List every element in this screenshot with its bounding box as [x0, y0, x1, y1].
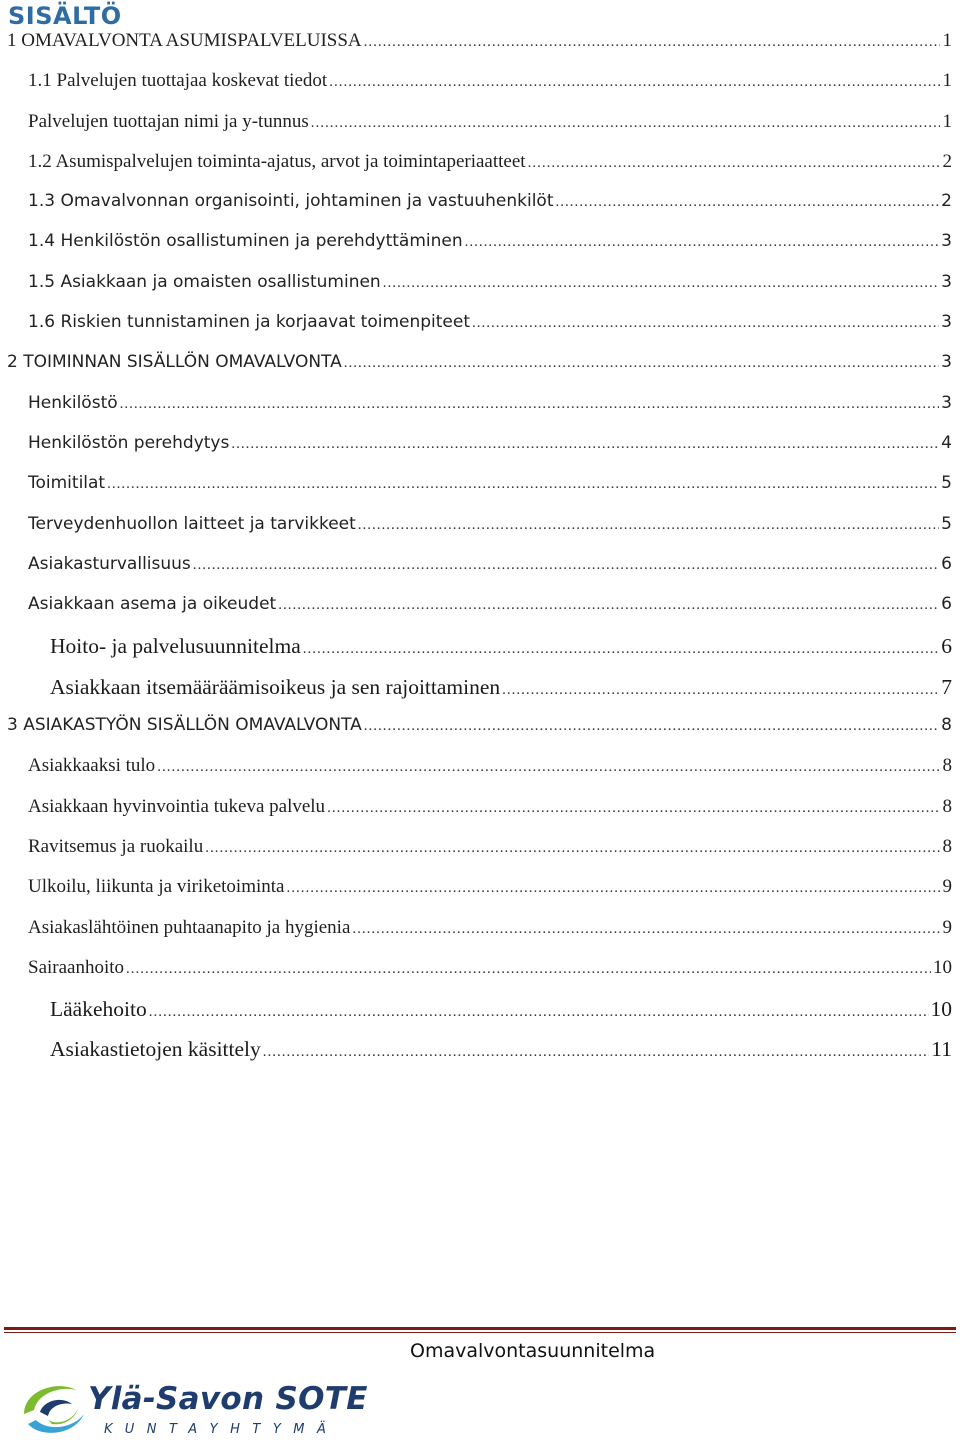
toc-entry-palvelujen-tuottajaa[interactable]: [0, 70, 960, 110]
toc-entry-label: 3 ASIAKASTYÖN SISÄLLÖN OMAVALVONTA: [7, 715, 362, 736]
toc-entry-tuottajan-nimi[interactable]: [0, 111, 960, 151]
footer-divider-thin: [4, 1332, 956, 1333]
toc-page-number: 6: [941, 594, 952, 615]
toc-page-number: 2: [941, 191, 952, 212]
toc-entry-asiakastyon-sisallon-omavalvonta[interactable]: [0, 715, 960, 755]
dot-leader: [193, 558, 939, 573]
dot-leader: [205, 841, 940, 856]
toc-entry-label: Asiakaslähtöinen puhtaanapito ja hygienia: [28, 916, 351, 938]
toc-page-number: 5: [941, 473, 952, 494]
toc-page-number: 1: [942, 70, 952, 92]
toc-entry-terveydenhuollon-laitteet[interactable]: [0, 514, 960, 554]
toc-page-number: 1: [942, 110, 952, 132]
dot-leader: [383, 276, 939, 291]
toc-entry-label: 1.6 Riskien tunnistaminen ja korjaavat toimenpiteet: [28, 312, 471, 333]
toc-entry-hyvinvointia-tukeva-palvelu[interactable]: [0, 796, 960, 836]
toc-entry-label: Ulkoilu, liikunta ja viriketoiminta: [28, 876, 285, 898]
toc-entry-label: Lääkehoito: [50, 997, 147, 1022]
toc-page-number: 5: [941, 513, 952, 534]
toc-entry-label: Ravitsemus ja ruokailu: [28, 835, 204, 857]
toc-entry-label: Sairaanhoito: [28, 956, 125, 978]
toc-entry-toiminnan-sisallon-omavalvonta[interactable]: [0, 352, 960, 392]
toc-entry-asiakastietojen-kasittely[interactable]: [0, 1037, 960, 1077]
toc-entry-label: 1.2 Asumispalvelujen toiminta-ajatus, arvot ja toimintaperiaatteet: [28, 150, 526, 172]
dot-leader: [107, 477, 939, 492]
toc-entry-asiakasturvallisuus[interactable]: [0, 554, 960, 594]
dot-leader: [311, 116, 940, 131]
toc-page-number: 6: [941, 553, 952, 574]
toc-entry-sairaanhoito[interactable]: [0, 957, 960, 997]
toc-page-number: 8: [942, 795, 952, 817]
toc-entry-toimitilat[interactable]: [0, 473, 960, 513]
dot-leader: [278, 598, 939, 613]
toc-entry-laakehoito[interactable]: [0, 997, 960, 1037]
toc-entry-organisointi[interactable]: [0, 191, 960, 231]
footer-divider: [4, 1327, 956, 1330]
toc-page-number: 8: [942, 835, 952, 857]
logo-subtitle: KUNTAYHTYMÄ: [104, 1422, 339, 1437]
toc-entry-asiakkaaksi-tulo[interactable]: [0, 755, 960, 795]
logo-name: Ylä-Savon SOTE: [88, 1381, 368, 1417]
toc-page-number: 3: [941, 231, 952, 252]
dot-leader: [157, 760, 940, 775]
toc-entry-label: Henkilöstön perehdytys: [28, 432, 230, 453]
toc-entry-ravitsemus[interactable]: [0, 836, 960, 876]
toc-page-number: 1: [942, 30, 952, 51]
toc-page-number: 10: [930, 997, 952, 1022]
toc-page-number: 3: [941, 352, 952, 373]
toc-entry-itsemaaraamisoikeus[interactable]: [0, 675, 960, 715]
dot-leader: [231, 437, 939, 452]
dot-leader: [502, 683, 939, 698]
dot-leader: [364, 35, 940, 50]
toc-entry-label: 1.4 Henkilöstön osallistuminen ja perehdyttäminen: [28, 231, 463, 252]
toc-page-number: 2: [942, 150, 952, 172]
toc-page-number: 9: [942, 916, 952, 938]
footer-document-name: Omavalvontasuunnitelma: [410, 1340, 656, 1362]
dot-leader: [556, 195, 940, 210]
toc-entry-label: 2 TOIMINNAN SISÄLLÖN OMAVALVONTA: [7, 352, 342, 373]
dot-leader: [286, 881, 940, 896]
toc-entry-label: 1.3 Omavalvonnan organisointi, johtaminen ja vastuuhenkilöt: [28, 191, 554, 212]
toc-entry-label: Hoito- ja palvelusuunnitelma: [50, 634, 301, 659]
toc-entry-asiakkaan-osallistuminen[interactable]: [0, 272, 960, 312]
dot-leader: [364, 719, 939, 734]
toc-title: SISÄLTÖ: [8, 2, 122, 30]
toc-page-number: 9: [942, 876, 952, 898]
dot-leader: [344, 356, 939, 371]
toc-page-number: 6: [941, 634, 952, 659]
dot-leader: [120, 397, 940, 412]
toc-page-number: 4: [941, 432, 952, 453]
toc-entry-henkiloston-perehdytys[interactable]: [0, 433, 960, 473]
toc-entry-puhtaanapito[interactable]: [0, 917, 960, 957]
dot-leader: [327, 801, 940, 816]
toc-entry-label: Asiakkaan hyvinvointia tukeva palvelu: [28, 795, 326, 817]
toc-entry-label: Henkilöstö: [28, 392, 118, 413]
toc-entry-asiakkaan-asema[interactable]: [0, 594, 960, 634]
toc-page-number: 3: [941, 392, 952, 413]
toc-page-number: 3: [941, 312, 952, 333]
toc-entry-henkilosto[interactable]: [0, 393, 960, 433]
toc-page-number: 3: [941, 271, 952, 292]
dot-leader: [263, 1045, 930, 1060]
toc-entry-label: Asiakkaaksi tulo: [28, 755, 156, 777]
toc-entry-ulkoilu[interactable]: [0, 876, 960, 916]
logo-swirl-icon: [24, 1386, 84, 1433]
dot-leader: [352, 922, 940, 937]
toc-entry-toiminta-ajatus[interactable]: [0, 151, 960, 191]
toc-entry-label: Terveydenhuollon laitteet ja tarvikkeet: [28, 513, 356, 534]
toc-entry-label: 1.1 Palvelujen tuottajaa koskevat tiedot: [28, 70, 328, 92]
toc-page-number: 10: [933, 956, 952, 978]
dot-leader: [126, 962, 931, 977]
toc-entry-riskien-tunnistaminen[interactable]: [0, 312, 960, 352]
toc-entry-label: 1 OMAVALVONTA ASUMISPALVELUISSA: [7, 30, 362, 51]
toc-page-number: 11: [931, 1037, 952, 1062]
dot-leader: [329, 75, 940, 90]
toc-page-number: 7: [941, 674, 952, 699]
dot-leader: [472, 316, 939, 331]
toc-entry-label: Asiakkaan asema ja oikeudet: [28, 594, 277, 615]
dot-leader: [358, 518, 939, 533]
toc-entry-label: Asiakasturvallisuus: [28, 553, 191, 574]
toc-entry-label: 1.5 Asiakkaan ja omaisten osallistuminen: [28, 271, 381, 292]
toc-entry-henkiloston-osallistuminen[interactable]: [0, 231, 960, 271]
toc-entry-label: Palvelujen tuottajan nimi ja y-tunnus: [28, 110, 309, 132]
table-of-contents: [0, 30, 960, 1078]
dot-leader: [149, 1005, 929, 1020]
dot-leader: [465, 235, 940, 250]
toc-entry-hoito-ja-palvelusuunnitelma[interactable]: [0, 634, 960, 674]
toc-entry-omavalvonta-asumispalveluissa[interactable]: [0, 30, 960, 70]
dot-leader: [528, 156, 940, 171]
dot-leader: [303, 642, 939, 657]
toc-page-number: 8: [941, 715, 952, 736]
toc-entry-label: Asiakkaan itsemääräämisoikeus ja sen rajoittaminen: [50, 674, 501, 699]
toc-entry-label: Asiakastietojen käsittely: [50, 1037, 261, 1062]
toc-page-number: 8: [942, 755, 952, 777]
toc-entry-label: Toimitilat: [28, 473, 106, 494]
